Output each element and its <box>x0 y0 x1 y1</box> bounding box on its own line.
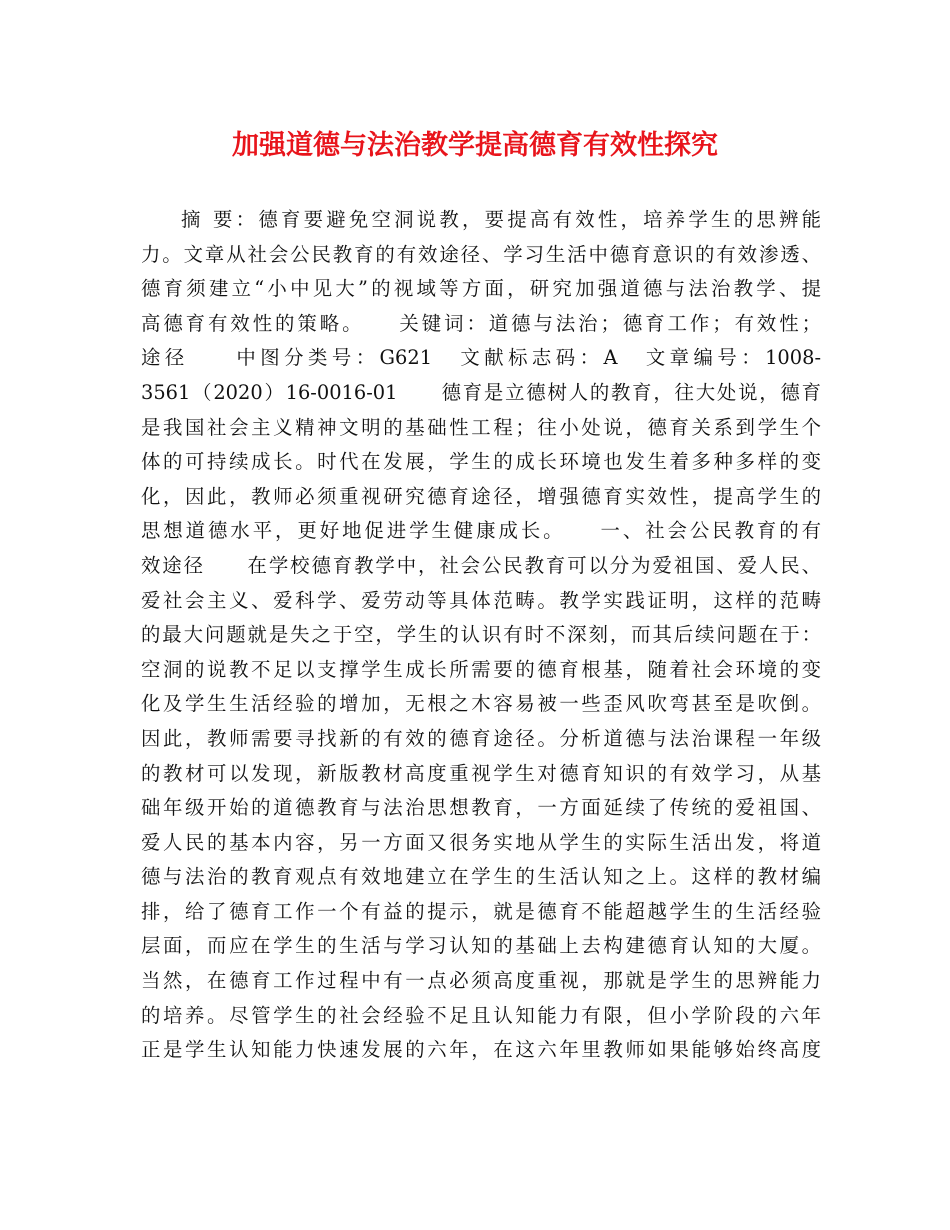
body-line: 摘 要：德育要避免空洞说教，要提高有效性，培养学生的思辨能 <box>181 208 821 231</box>
body-line: 空洞的说教不足以支撑学生成长所需要的德育根基，随着社会环境的变 <box>141 657 821 681</box>
document-title: 加强道德与法治教学提高德育有效性探究 <box>232 130 718 161</box>
body-line: 层面，而应在学生的生活与学习认知的基础上去构建德育认知的大厦。 <box>141 934 821 958</box>
body-line: 效途径 在学校德育教学中，社会公民教育可以分为爱祖国、爱人民、 <box>141 553 821 577</box>
body-line: 思想道德水平，更好地促进学生健康成长。 一、社会公民教育的有 <box>141 519 821 543</box>
body-line: 是我国社会主义精神文明的基础性工程；往小处说，德育关系到学生个 <box>141 415 821 439</box>
body-line: 因此，教师需要寻找新的有效的德育途径。分析道德与法治课程一年级 <box>141 726 821 750</box>
body-line: 高德育有效性的策略。 关键词：道德与法治；德育工作；有效性； <box>141 311 821 335</box>
body-line: 力。文章从社会公民教育的有效途径、学习生活中德育意识的有效渗透、 <box>141 242 821 266</box>
body-line: 爱社会主义、爱科学、爱劳动等具体范畴。教学实践证明，这样的范畴 <box>141 588 821 612</box>
document-body <box>141 203 821 1068</box>
body-line: 德与法治的教育观点有效地建立在学生的生活认知之上。这样的教材编 <box>141 865 821 889</box>
body-line: 的培养。尽管学生的社会经验不足且认知能力有限，但小学阶段的六年 <box>141 1003 821 1027</box>
body-line: 爱人民的基本内容，另一方面又很务实地从学生的实际生活出发，将道 <box>141 830 821 854</box>
body-line: 的最大问题就是失之于空，学生的认识有时不深刻，而其后续问题在于： <box>141 623 821 647</box>
body-line: 化，因此，教师必须重视研究德育途径，增强德育实效性，提高学生的 <box>141 484 821 508</box>
body-line: 的教材可以发现，新版教材高度重视学生对德育知识的有效学习，从基 <box>141 761 821 785</box>
body-line: 化及学生生活经验的增加，无根之木容易被一些歪风吹弯甚至是吹倒。 <box>141 692 821 716</box>
body-line: 正是学生认知能力快速发展的六年，在这六年里教师如果能够始终高度 <box>141 1038 821 1062</box>
body-line: 途径 中图分类号：G621 文献标志码：A 文章编号：1008- <box>141 346 821 370</box>
body-line: 体的可持续成长。时代在发展，学生的成长环境也发生着多种多样的变 <box>141 450 821 474</box>
body-line: 排，给了德育工作一个有益的提示，就是德育不能超越学生的生活经验 <box>141 899 821 923</box>
body-line: 德育须建立“小中见大”的视域等方面，研究加强道德与法治教学、提 <box>141 277 821 301</box>
body-line: 础年级开始的道德教育与法治思想教育，一方面延续了传统的爱祖国、 <box>141 796 821 820</box>
body-line: 当然，在德育工作过程中有一点必须高度重视，那就是学生的思辨能力 <box>141 969 821 993</box>
body-line: 3561（2020）16-0016-01 德育是立德树人的教育，往大处说，德育 <box>141 380 821 404</box>
